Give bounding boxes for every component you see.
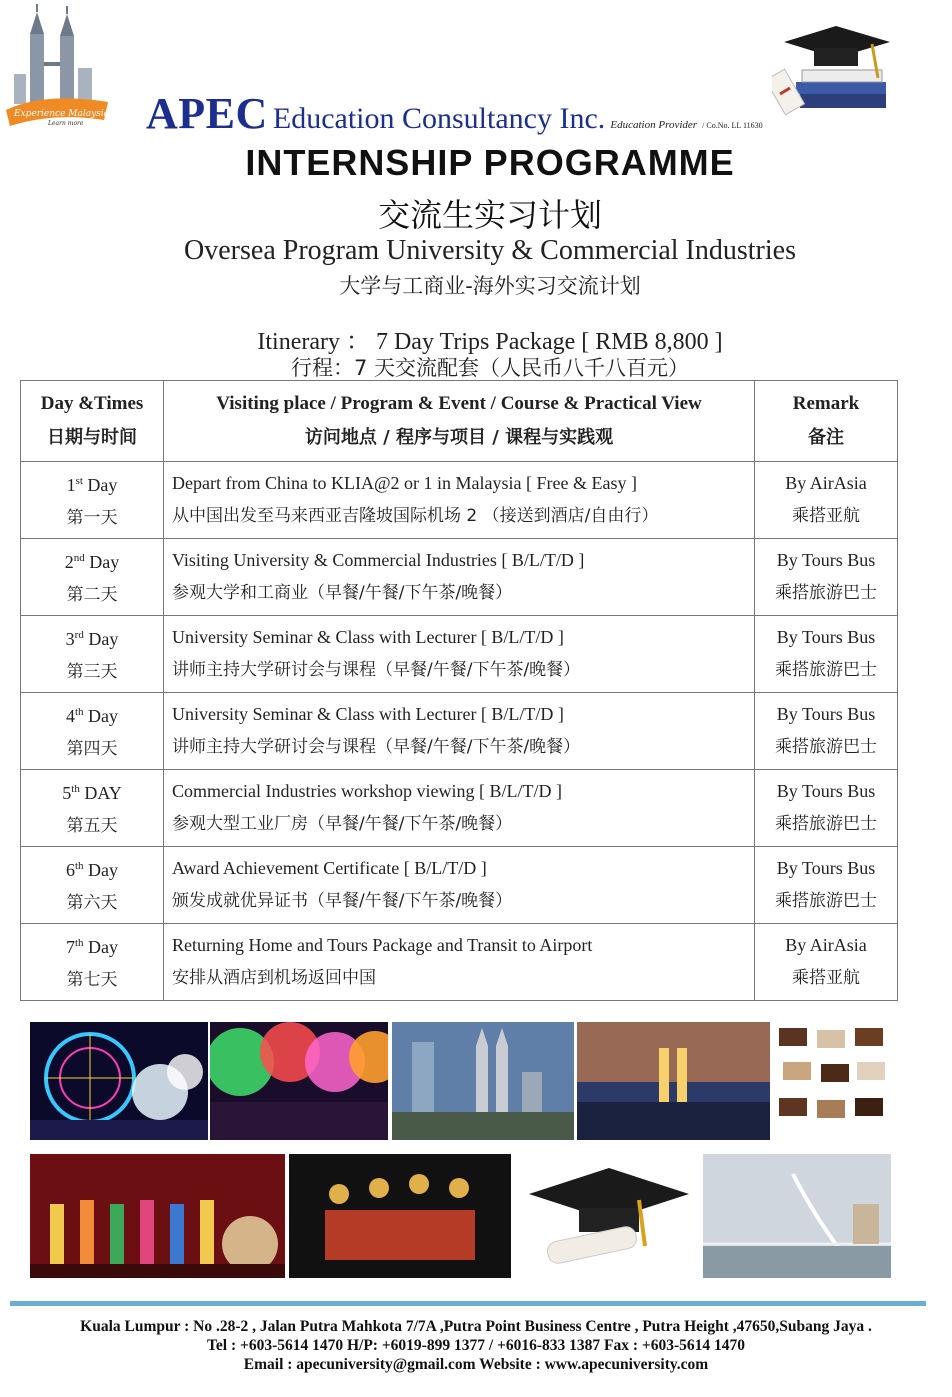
program-cn: 参观大学和工商业（早餐/午餐/下午茶/晚餐）	[172, 583, 513, 603]
remark-en: By Tours Bus	[776, 781, 876, 801]
remark-cell	[755, 462, 898, 539]
graduation-cap-books-image	[772, 22, 896, 126]
day-label-cn: 第一天	[66, 508, 118, 528]
header-remark	[755, 381, 898, 462]
bridge-icon	[703, 1154, 891, 1278]
header-remark-en: Remark	[792, 393, 860, 414]
program-cn: 讲师主持大学研讨会与课程（早餐/午餐/下午茶/晚餐）	[172, 737, 581, 757]
header-program-en: Visiting place / Program & Event / Course & Practical View	[216, 393, 702, 414]
brand-name: Education Consultancy Inc.	[272, 102, 606, 135]
graduation-cap-photo	[519, 1154, 694, 1278]
day-label-cn: 第五天	[66, 816, 118, 836]
remark-en: By Tours Bus	[776, 704, 876, 724]
remark-cell	[755, 770, 898, 847]
remark-en: By AirAsia	[785, 935, 867, 955]
lit-trees-icon	[210, 1022, 388, 1140]
program-en: University Seminar & Class with Lecturer [ B/L/T/D ]	[172, 627, 564, 647]
footer-phone: Tel : +603-5614 1470 H/P: +6019-899 1377 / +6016-833 1387 Fax : +603-5614 1470	[206, 1337, 746, 1354]
footer-address: Kuala Lumpur : No .28-2 , Jalan Putra Mahkota 7/7A ,Putra Point Business Centre , Putra Height ,47650,Subang Jaya .	[80, 1318, 872, 1335]
day-label-cn: 第三天	[66, 662, 118, 682]
skyline-icon	[392, 1022, 574, 1140]
program-en: University Seminar & Class with Lecturer [ B/L/T/D ]	[172, 704, 564, 724]
brand-line	[146, 88, 763, 139]
program-en: Returning Home and Tours Package and Transit to Airport	[172, 935, 593, 955]
day-label: 5th DAY	[62, 783, 122, 803]
table-row	[21, 924, 898, 1001]
day-label: 7th Day	[65, 937, 119, 957]
header-day-en: Day &Times	[40, 393, 144, 414]
mortarboard-icon	[519, 1154, 694, 1278]
remark-cn: 乘搭旅游巴士	[775, 737, 877, 757]
header-program-cn: 访问地点 / 程序与项目 / 课程与实践观	[304, 427, 614, 448]
remark-cn: 乘搭旅游巴士	[775, 891, 877, 911]
day-cell	[21, 539, 164, 616]
table-row	[21, 539, 898, 616]
petronas-towers-logo-icon	[4, 4, 114, 126]
brand-registration: / Co.No. LL 11630	[702, 121, 763, 130]
remark-en: By Tours Bus	[776, 550, 876, 570]
program-en: Commercial Industries workshop viewing [ B/L/T/D ]	[172, 781, 562, 801]
day-label-cn: 第六天	[66, 893, 118, 913]
day-label: 1st Day	[66, 475, 118, 495]
remark-en: By Tours Bus	[776, 627, 876, 647]
header-program	[164, 381, 755, 462]
remark-cn: 乘搭亚航	[792, 506, 860, 526]
graduation-cap-icon	[772, 22, 896, 126]
footer-email-website: Email : apecuniversity@gmail.com Website : www.apecuniversity.com	[243, 1356, 709, 1373]
page-title-cn: 交流生实习计划	[377, 196, 602, 234]
dancers-icon	[30, 1154, 285, 1278]
table-row	[21, 847, 898, 924]
dancers-group-icon	[289, 1154, 511, 1278]
day-label: 4th Day	[65, 706, 119, 726]
footer-divider	[10, 1301, 926, 1306]
day-cell	[21, 847, 164, 924]
program-subtitle-cn: 大学与工商业-海外实习交流计划	[339, 274, 641, 298]
experience-malaysia-logo	[4, 4, 114, 126]
day-cell	[21, 770, 164, 847]
day-cell	[21, 462, 164, 539]
header-day-cn: 日期与时间	[47, 427, 137, 448]
remark-cell	[755, 616, 898, 693]
remark-cn: 乘搭旅游巴士	[775, 583, 877, 603]
program-en: Visiting University & Commercial Industries [ B/L/T/D ]	[172, 550, 585, 570]
program-cn: 从中国出发至马来西亚吉隆坡国际机场 2 （接送到酒店/自由行）	[172, 506, 659, 526]
program-cn: 讲师主持大学研讨会与课程（早餐/午餐/下午茶/晚餐）	[172, 660, 581, 680]
table-row	[21, 616, 898, 693]
day-cell	[21, 616, 164, 693]
itinerary-heading-cn: 行程：7 天交流配套（人民币八千八百元）	[290, 356, 690, 380]
remark-cn: 乘搭旅游巴士	[775, 660, 877, 680]
kl-skyline-dusk-photo	[577, 1022, 770, 1140]
light-garden-photo	[210, 1022, 388, 1140]
day-label-cn: 第二天	[66, 585, 118, 605]
program-cell	[164, 693, 755, 770]
header-remark-cn: 备注	[808, 427, 844, 448]
putrajaya-bridge-photo	[703, 1154, 891, 1278]
itinerary-table	[20, 380, 898, 1001]
ferris-wheel-photo	[30, 1022, 208, 1140]
logo-subtext: Learn more	[48, 120, 84, 126]
remark-cell	[755, 924, 898, 1001]
program-cn: 参观大型工业厂房（早餐/午餐/下午茶/晚餐）	[172, 814, 513, 834]
day-label: 2nd Day	[64, 552, 120, 572]
day-cell	[21, 924, 164, 1001]
chocolates-icon	[773, 1022, 891, 1140]
skyline-dusk-icon	[577, 1022, 770, 1140]
brand-acronym: APEC	[146, 89, 268, 138]
kl-skyline-day-photo	[392, 1022, 574, 1140]
chocolates-photo	[773, 1022, 891, 1140]
program-cell	[164, 770, 755, 847]
day-label: 6th Day	[65, 860, 119, 880]
program-cn: 颁发成就优异证书（早餐/午餐/下午茶/晚餐）	[172, 891, 513, 911]
remark-cn: 乘搭亚航	[792, 968, 860, 988]
brand-tagline: Education Provider	[610, 119, 698, 131]
program-cn: 安排从酒店到机场返回中国	[172, 968, 376, 988]
remark-cell	[755, 539, 898, 616]
page-title: INTERNSHIP PROGRAMME	[245, 142, 735, 183]
remark-en: By Tours Bus	[776, 858, 876, 878]
ferris-wheel-icon	[30, 1022, 208, 1140]
program-cell	[164, 847, 755, 924]
day-label-cn: 第七天	[66, 970, 118, 990]
day-label-cn: 第四天	[66, 739, 118, 759]
table-row	[21, 462, 898, 539]
remark-cn: 乘搭旅游巴士	[775, 814, 877, 834]
logo-text: Experience Malaysia	[14, 109, 110, 119]
table-row	[21, 770, 898, 847]
day-cell	[21, 693, 164, 770]
remark-en: By AirAsia	[785, 473, 867, 493]
program-subtitle: Oversea Program University & Commercial Industries	[184, 235, 796, 266]
table-header-row	[21, 381, 898, 462]
program-cell	[164, 462, 755, 539]
itinerary-heading: Itinerary ： 7 Day Trips Package [ RMB 8,800 ]	[257, 329, 723, 355]
traditional-dancers-photo	[289, 1154, 511, 1278]
program-cell	[164, 924, 755, 1001]
program-cell	[164, 616, 755, 693]
remark-cell	[755, 693, 898, 770]
program-en: Depart from China to KLIA@2 or 1 in Malaysia [ Free & Easy ]	[172, 473, 637, 493]
program-en: Award Achievement Certificate [ B/L/T/D ]	[172, 858, 487, 878]
remark-cell	[755, 847, 898, 924]
header-day	[21, 381, 164, 462]
cultural-dance-photo	[30, 1154, 285, 1278]
table-row	[21, 693, 898, 770]
day-label: 3rd Day	[65, 629, 119, 649]
program-cell	[164, 539, 755, 616]
